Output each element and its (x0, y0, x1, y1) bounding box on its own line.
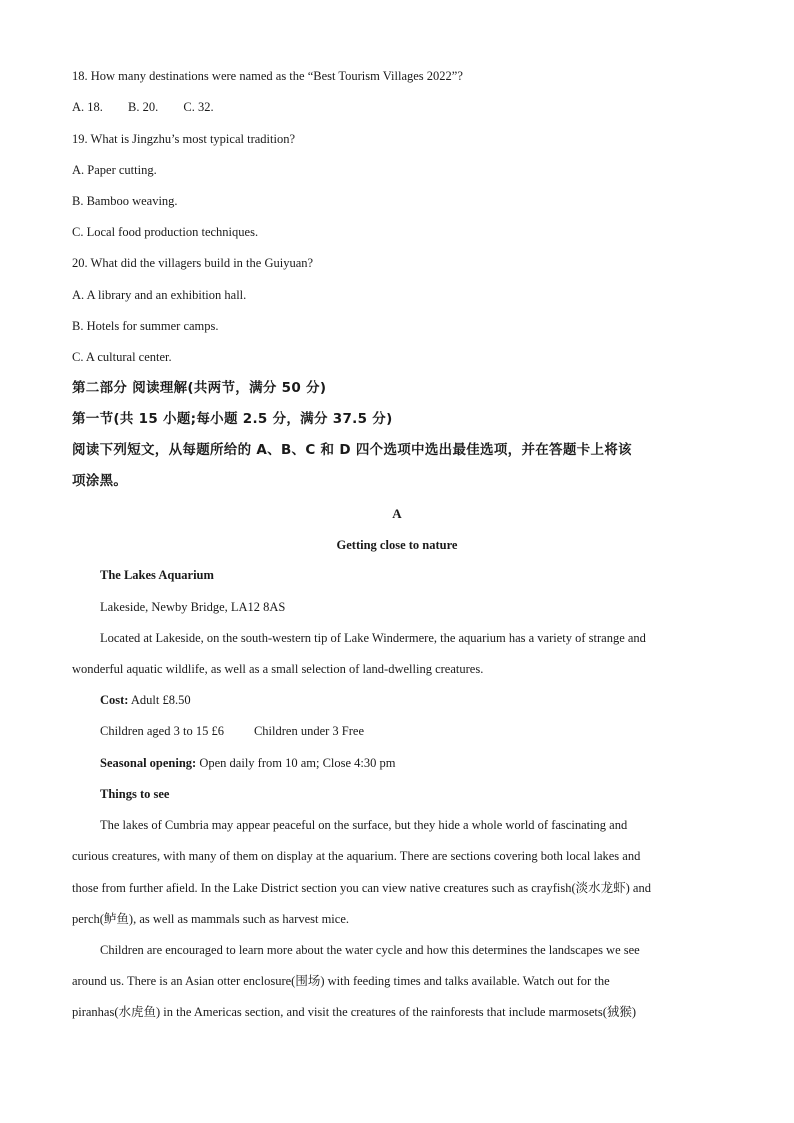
q18-option-b: B. 20. (128, 100, 159, 114)
passage-title: Getting close to nature (336, 538, 458, 552)
cost-under3: Children under 3 Free (253, 724, 364, 738)
venue-address: Lakeside, Newby Bridge, LA12 8AS (100, 600, 286, 614)
opening-value: Open daily from 10 am; Close 4:30 pm (196, 756, 396, 770)
q18-options (72, 98, 722, 116)
q20-stem: 20. What did the villagers build in the Guiyuan? (72, 256, 314, 270)
p2-line-3: piranhas(水虎鱼) in the Americas section, and visit the creatures of the rainforests that include marmosets(狨猴) (72, 1005, 637, 1019)
opening-label: Seasonal opening: (100, 756, 197, 770)
sub-heading: 第一节(共 15 小题;每小题 2.5 分，满分 37.5 分) (72, 411, 393, 427)
intro-line-1: Located at Lakeside, on the south-western tip of Lake Windermere, the aquarium has a variety of strange and (100, 631, 646, 645)
p1-line-2: curious creatures, with many of them on display at the aquarium. There are sections covering both local lakes and (72, 849, 641, 863)
things-heading: Things to see (100, 787, 170, 801)
instruction-line-1: 阅读下列短文，从每题所给的 A、B、C 和 D 四个选项中选出最佳选项，并在答题卡上将该 (72, 442, 632, 458)
q18-option-a: A. 18. (72, 100, 103, 114)
p2-line-1: Children are encouraged to learn more about the water cycle and how this determines the landscapes we see (100, 943, 640, 957)
part-heading: 第二部分 阅读理解(共两节，满分 50 分) (72, 380, 327, 396)
q18-stem: 18. How many destinations were named as the “Best Tourism Villages 2022”? (72, 69, 463, 83)
intro-line-2: wonderful aquatic wildlife, as well as a small selection of land-dwelling creatures. (72, 662, 484, 676)
q19-option-b: B. Bamboo weaving. (72, 194, 178, 208)
q19-stem: 19. What is Jingzhu’s most typical tradition? (72, 132, 296, 146)
cost-adult: Adult £8.50 (128, 693, 191, 707)
p1-line-1: The lakes of Cumbria may appear peaceful on the surface, but they hide a whole world of fascinating and (100, 818, 628, 832)
q19-option-c: C. Local food production techniques. (72, 225, 259, 239)
passage-letter: A (392, 506, 402, 521)
p1-line-3: those from further afield. In the Lake District section you can view native creatures such as crayfish(淡水龙虾) and (72, 881, 651, 895)
cost-label: Cost: (100, 693, 129, 707)
cost-children-line (100, 722, 722, 740)
cost-children: Children aged 3 to 15 £6 (100, 724, 224, 738)
p1-line-4: perch(鲈鱼), as well as mammals such as harvest mice. (72, 912, 349, 926)
q20-option-c: C. A cultural center. (72, 350, 172, 364)
q20-option-a: A. A library and an exhibition hall. (72, 288, 247, 302)
instruction-line-2: 项涂黑。 (72, 473, 128, 489)
cost-line (100, 691, 722, 709)
p2-line-2: around us. There is an Asian otter enclosure(围场) with feeding times and talks available. Watch out for the (72, 974, 610, 988)
q20-option-b: B. Hotels for summer camps. (72, 319, 219, 333)
q19-option-a: A. Paper cutting. (72, 163, 157, 177)
opening-line (100, 754, 722, 772)
q18-option-c: C. 32. (183, 100, 214, 114)
venue-name: The Lakes Aquarium (100, 568, 214, 582)
